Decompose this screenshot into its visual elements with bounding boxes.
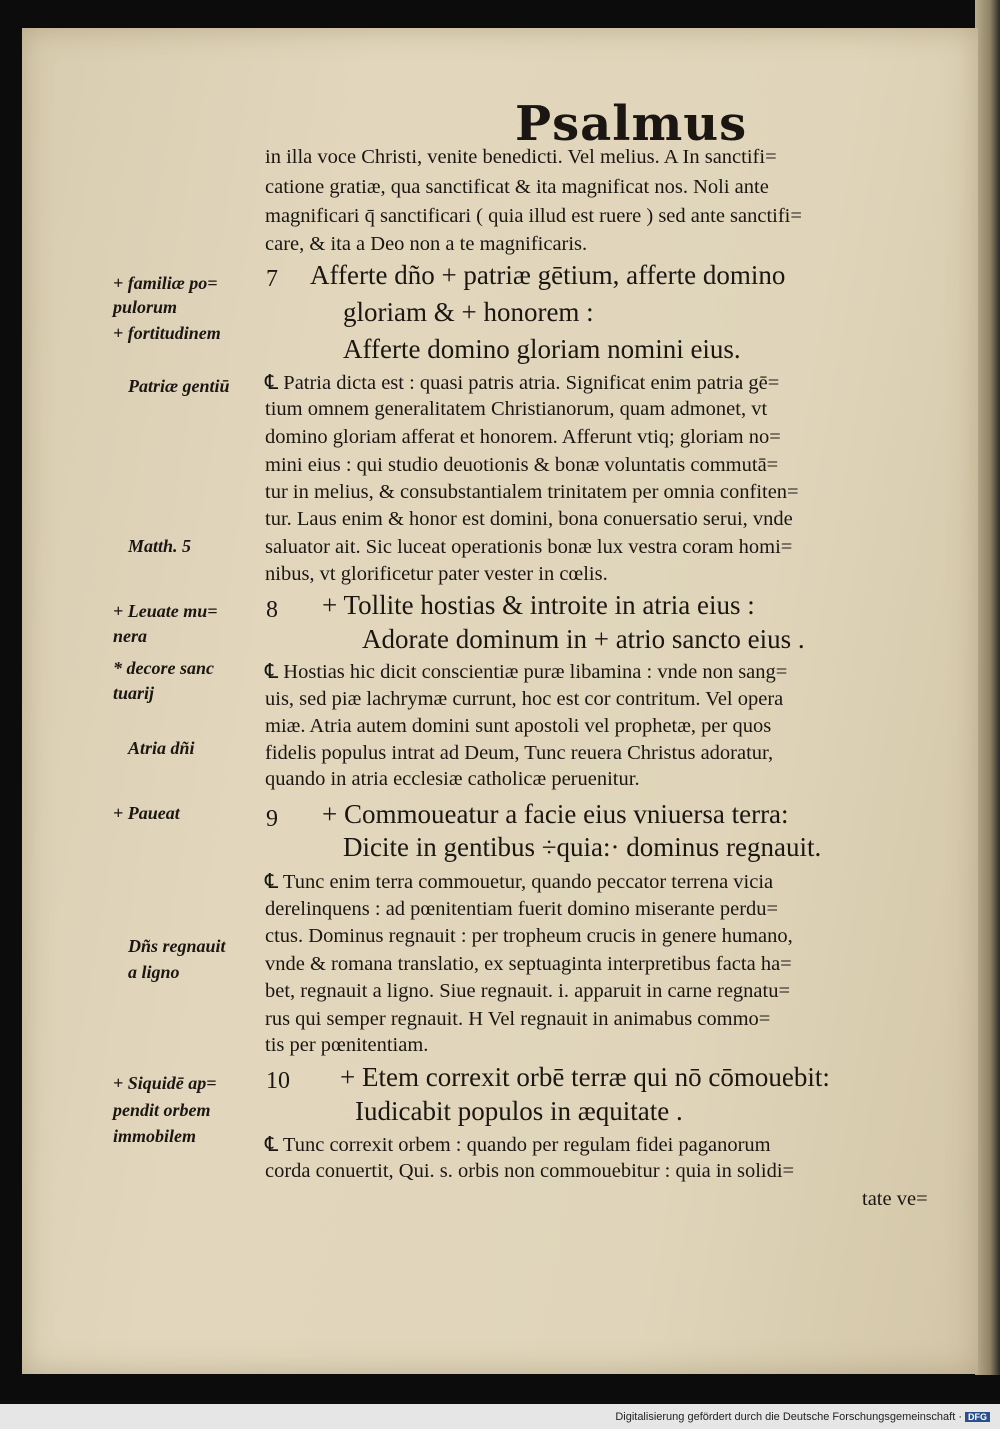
margin-gloss: pendit orbem — [113, 1100, 211, 1120]
margin-gloss: nera — [113, 626, 148, 646]
verse-line: Adorate dominum in + atrio sancto eius . — [362, 624, 805, 654]
commentary-line: ctus. Dominus regnauit : per tropheum crucis in genere humano, — [265, 925, 793, 947]
margin-gloss: Dñs regnauit — [128, 936, 226, 956]
dfg-logo: DFG — [965, 1412, 990, 1422]
margin-gloss: * decore sanc — [113, 658, 214, 678]
credit-text: Digitalisierung gefördert durch die Deutsche Forschungsgemeinschaft · — [615, 1411, 962, 1423]
commentary-line: vnde & romana translatio, ex septuaginta interpretibus facta ha= — [265, 953, 792, 975]
commentary-line: saluator ait. Sic luceat operationis bonæ lux vestra coram homi= — [265, 536, 793, 558]
commentary-line: ℄ Hostias hic dicit conscientiæ puræ libamina : vnde non sang= — [265, 661, 788, 683]
verse-line: + Commoueatur a facie eius vniuersa terra: — [322, 799, 789, 829]
body-line: magnificari q̄ sanctificari ( quia illud est ruere ) sed ante sanctifi= — [265, 205, 802, 227]
commentary-line: ℄ Tunc enim terra commouetur, quando peccator terrena vicia — [265, 871, 774, 893]
verse-line: Iudicabit populos in æquitate . — [355, 1096, 683, 1126]
commentary-line: uis, sed piæ lachrymæ currunt, hoc est cor contritum. Vel opera — [265, 688, 784, 710]
margin-gloss: immobilem — [113, 1126, 196, 1146]
commentary-line: fidelis populus intrat ad Deum, Tunc reuera Christus adoratur, — [265, 742, 774, 764]
commentary-line: nibus, vt glorificetur pater vester in cœlis. — [265, 563, 608, 585]
commentary-line: miæ. Atria autem domini sunt apostoli vel prophetæ, per quos — [265, 715, 772, 737]
commentary-line: tium omnem generalitatem Christianorum, quam admonet, vt — [265, 398, 768, 420]
margin-gloss: + Paueat — [113, 803, 180, 823]
commentary-line: mini eius : qui studio deuotionis & bonæ voluntatis commutā= — [265, 454, 779, 476]
verse-line: Afferte domino gloriam nomini eius. — [343, 334, 741, 364]
margin-gloss: Matth. 5 — [128, 536, 192, 556]
margin-gloss: + fortitudinem — [113, 323, 221, 343]
verse-line: + Etem correxit orbē terræ qui nō cōmouebit: — [340, 1062, 830, 1092]
verse-line: + Tollite hostias & introite in atria eius : — [322, 590, 755, 620]
margin-gloss: + Leuate mu= — [113, 601, 218, 621]
commentary-line: corda conuertit, Qui. s. orbis non commouebitur : quia in solidi= — [265, 1160, 795, 1182]
margin-gloss: Patriæ gentiū — [128, 376, 230, 396]
page-heading: Psalmus — [515, 96, 748, 152]
margin-gloss: + Siquidē ap= — [113, 1073, 217, 1093]
commentary-line: rus qui semper regnauit. H Vel regnauit in animabus commo= — [265, 1008, 771, 1030]
verse-number: 9 — [266, 806, 278, 832]
body-line: care, & ita a Deo non a te magnificaris. — [265, 233, 588, 255]
body-line: catione gratiæ, qua sanctificat & ita magnificat nos. Noli ante — [265, 176, 769, 198]
margin-gloss: tuarij — [113, 683, 155, 703]
verse-number: 8 — [266, 597, 278, 623]
verse-line: gloriam & + honorem : — [343, 297, 594, 327]
margin-gloss: + familiæ po= — [113, 273, 218, 293]
body-line: in illa voce Christi, venite benedicti. Vel melius. A In sanctifi= — [265, 146, 777, 168]
commentary-line: ℄ Patria dicta est : quasi patris atria. Significat enim patria gē= — [265, 372, 780, 394]
verse-line: Dicite in gentibus ÷quia:· dominus regnauit. — [343, 832, 822, 862]
commentary-line: ℄ Tunc correxit orbem : quando per regulam fidei paganorum — [265, 1134, 771, 1156]
catchword: tate ve= — [862, 1188, 928, 1210]
margin-gloss: pulorum — [113, 297, 178, 317]
commentary-line: bet, regnauit a ligno. Siue regnauit. i. apparuit in carne regnatu= — [265, 980, 791, 1002]
commentary-line: tur. Laus enim & honor est domini, bona conuersatio serui, vnde — [265, 508, 793, 530]
next-page-edge — [975, 0, 1000, 1375]
commentary-line: domino gloriam afferat et honorem. Afferunt vtiq; gloriam no= — [265, 426, 781, 448]
commentary-line: derelinquens : ad pœnitentiam fuerit domino miserante perdu= — [265, 898, 779, 920]
verse-line: Afferte dño + patriæ gētium, afferte domino — [310, 260, 786, 290]
commentary-line: tis per pœnitentiam. — [265, 1034, 429, 1056]
margin-gloss: Atria dñi — [128, 738, 195, 758]
digitization-credit — [615, 1411, 990, 1423]
verse-number: 10 — [266, 1068, 290, 1094]
commentary-line: quando in atria ecclesiæ catholicæ peruenitur. — [265, 768, 640, 790]
commentary-line: tur in melius, & consubstantialem trinitatem per omnia confiten= — [265, 481, 799, 503]
margin-gloss: a ligno — [128, 962, 180, 982]
verse-number: 7 — [266, 266, 278, 292]
